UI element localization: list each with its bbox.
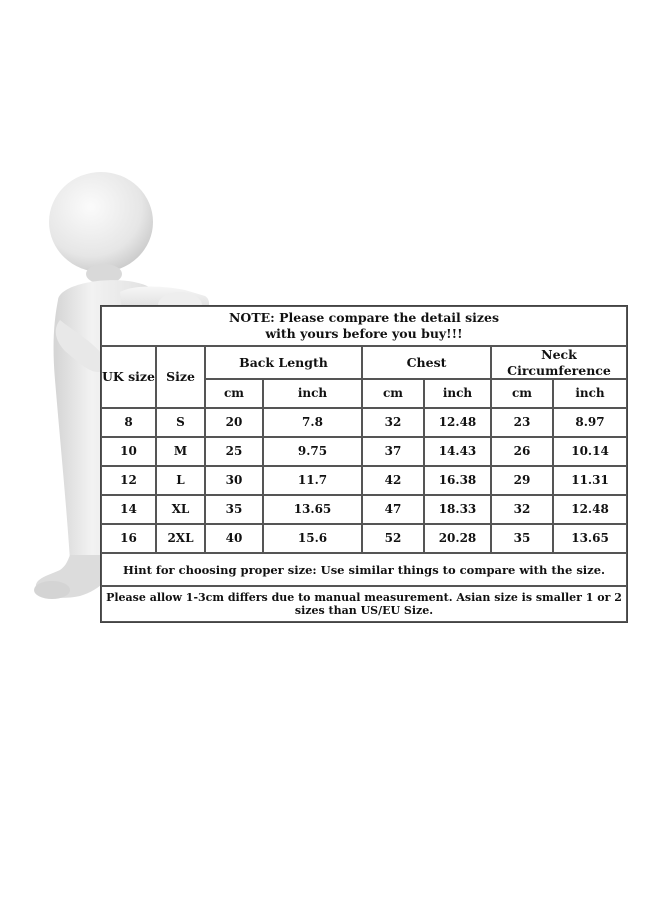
allowance-text: Please allow 1-3cm differs due to manual measurement. Asian size is smaller 1 or 2 sizes than US/EU Size. [101, 586, 627, 622]
chest-header: Chest [362, 346, 491, 379]
cell-size: 2XL [156, 524, 205, 553]
table-row [101, 408, 627, 437]
cell-chest-cm: 52 [362, 524, 424, 553]
cell-back-in: 11.7 [263, 466, 362, 495]
neck-inch-header: inch [553, 379, 627, 408]
cell-neck-in: 13.65 [553, 524, 627, 553]
cell-neck-cm: 26 [491, 437, 553, 466]
cell-back-cm: 30 [205, 466, 263, 495]
note-line-2: with yours before you buy!!! [265, 326, 463, 341]
back-inch-header: inch [263, 379, 362, 408]
cell-neck-cm: 35 [491, 524, 553, 553]
cell-uk: 8 [101, 408, 156, 437]
cell-back-cm: 40 [205, 524, 263, 553]
cell-back-cm: 35 [205, 495, 263, 524]
cell-neck-in: 10.14 [553, 437, 627, 466]
cell-chest-cm: 47 [362, 495, 424, 524]
cell-uk: 14 [101, 495, 156, 524]
table-row [101, 524, 627, 553]
cell-neck-in: 8.97 [553, 408, 627, 437]
cell-neck-cm: 32 [491, 495, 553, 524]
cell-chest-in: 18.33 [424, 495, 491, 524]
cell-back-in: 13.65 [263, 495, 362, 524]
note-line-1: NOTE: Please compare the detail sizes [229, 310, 500, 326]
size-header: Size [156, 346, 205, 408]
cell-neck-cm: 23 [491, 408, 553, 437]
cell-neck-cm: 29 [491, 466, 553, 495]
cell-back-in: 15.6 [263, 524, 362, 553]
cell-chest-in: 14.43 [424, 437, 491, 466]
size-table [100, 305, 628, 623]
cell-back-in: 7.8 [263, 408, 362, 437]
size-rows [101, 408, 627, 553]
cell-back-in: 9.75 [263, 437, 362, 466]
back-length-header: Back Length [205, 346, 362, 379]
neck-header: Neck Circumference [491, 346, 627, 379]
cell-chest-in: 20.28 [424, 524, 491, 553]
chest-cm-header: cm [362, 379, 424, 408]
figure-head [49, 172, 153, 272]
cell-chest-in: 16.38 [424, 466, 491, 495]
cell-size: XL [156, 495, 205, 524]
back-cm-header: cm [205, 379, 263, 408]
cell-back-cm: 25 [205, 437, 263, 466]
table-row [101, 437, 627, 466]
cell-uk: 12 [101, 466, 156, 495]
cell-neck-in: 11.31 [553, 466, 627, 495]
neck-cm-header: cm [491, 379, 553, 408]
note-cell [101, 306, 627, 346]
chest-inch-header: inch [424, 379, 491, 408]
cell-neck-in: 12.48 [553, 495, 627, 524]
cell-back-cm: 20 [205, 408, 263, 437]
table-row [101, 495, 627, 524]
hint-text: Hint for choosing proper size: Use similar things to compare with the size. [101, 553, 627, 586]
uk-size-header: UK size [101, 346, 156, 408]
cell-chest-in: 12.48 [424, 408, 491, 437]
cell-uk: 16 [101, 524, 156, 553]
cell-size: M [156, 437, 205, 466]
cell-chest-cm: 32 [362, 408, 424, 437]
cell-chest-cm: 37 [362, 437, 424, 466]
cell-uk: 10 [101, 437, 156, 466]
cell-size: L [156, 466, 205, 495]
table-row [101, 466, 627, 495]
cell-chest-cm: 42 [362, 466, 424, 495]
cell-size: S [156, 408, 205, 437]
size-chart [100, 305, 626, 623]
figure-foot [34, 581, 70, 599]
